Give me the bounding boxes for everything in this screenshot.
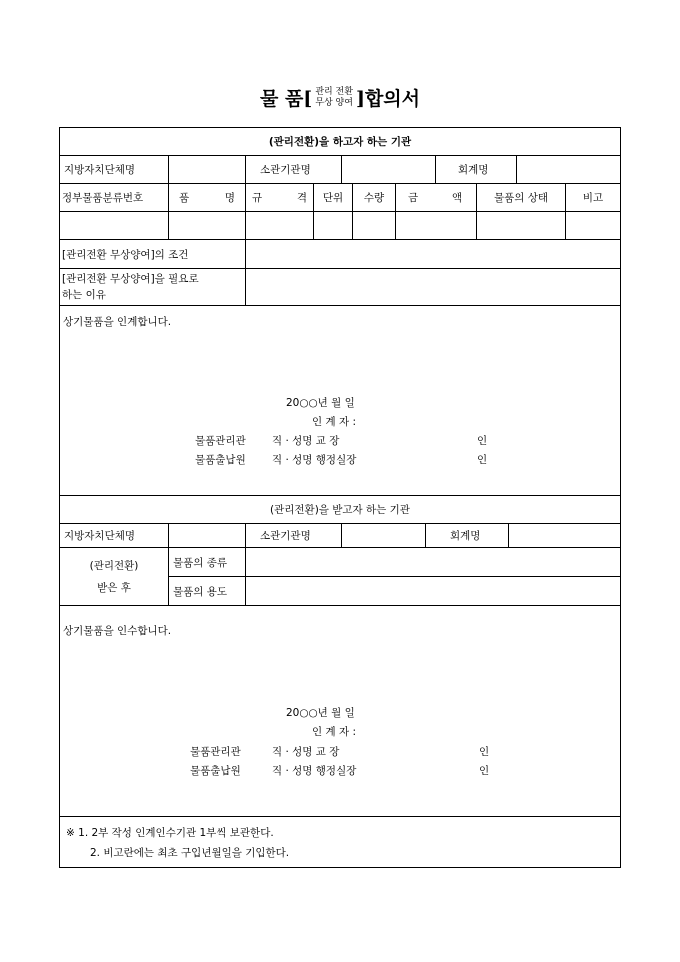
recv-account-value[interactable]	[509, 524, 620, 547]
item-header-row	[60, 184, 620, 212]
note-2: 2. 비고란에는 최초 구입년월일을 기입한다.	[90, 847, 290, 859]
agency-label: 소관기관명	[246, 156, 342, 183]
col-item-name-a: 품	[179, 192, 190, 204]
acceptance-date: 20○○년 월 일	[286, 707, 355, 719]
local-gov-label: 지방자치단체명	[60, 156, 169, 183]
item-spec-cell[interactable]	[246, 212, 314, 239]
recv-agency-value[interactable]	[342, 524, 426, 547]
reason-label-line2: 하는 이유	[62, 289, 106, 301]
after-receipt-block	[60, 548, 620, 606]
title-option-stack	[315, 87, 353, 109]
reason-value[interactable]	[246, 269, 620, 305]
acceptance-officer1-title: 물품관리관	[190, 746, 241, 758]
after-receipt-label	[60, 548, 169, 605]
handover-officer1-seal: 인	[477, 435, 488, 447]
use-label: 물품의 용도	[169, 577, 246, 606]
after-receipt-line1: (관리전환)	[89, 559, 139, 572]
title-prefix: 물 품[	[259, 88, 313, 110]
handover-officer2-seal: 인	[477, 454, 488, 466]
col-condition: 물품의 상태	[477, 184, 566, 211]
reason-label-line1: [관리전환 무상양여]을 필요로	[62, 273, 199, 285]
use-value[interactable]	[246, 577, 620, 606]
account-label: 회계명	[436, 156, 517, 183]
section1-heading-row	[60, 128, 620, 156]
title-option-grant: 무상 양여	[315, 97, 353, 108]
handover-officer2-title: 물품출납원	[195, 454, 246, 466]
handover-block	[60, 306, 620, 496]
col-spec-b: 격	[296, 192, 307, 204]
col-unit: 단위	[314, 184, 353, 211]
col-amount	[396, 184, 477, 211]
item-row	[60, 212, 620, 240]
section2-org-row	[60, 524, 620, 548]
item-class-number-cell[interactable]	[60, 212, 169, 239]
handover-officer1-position: 직 · 성명 교 장	[272, 435, 340, 447]
account-value[interactable]	[517, 156, 620, 183]
kind-row	[169, 548, 620, 577]
section2-heading: (관리전환)을 받고자 하는 기관	[270, 504, 410, 516]
acceptance-block	[60, 606, 620, 817]
handover-date: 20○○년 월 일	[286, 397, 355, 409]
item-remarks-cell[interactable]	[566, 212, 620, 239]
section1-heading: (관리전환)을 하고자 하는 기관	[268, 136, 412, 148]
recv-agency-label: 소관기관명	[246, 524, 342, 547]
item-unit-cell[interactable]	[314, 212, 353, 239]
recv-local-gov-value[interactable]	[169, 524, 246, 547]
section2-heading-row	[60, 496, 620, 524]
acceptance-signer: 인 계 자 :	[312, 726, 356, 738]
handover-statement: 상기물품을 인계합니다.	[63, 316, 172, 328]
kind-label: 물품의 종류	[169, 548, 246, 576]
col-class-number: 정부물품분류번호	[60, 184, 169, 211]
recv-account-label: 회계명	[426, 524, 509, 547]
condition-row	[60, 240, 620, 269]
item-quantity-cell[interactable]	[353, 212, 396, 239]
acceptance-officer2-title: 물품출납원	[190, 765, 241, 777]
col-quantity: 수량	[353, 184, 396, 211]
agreement-form	[59, 127, 621, 868]
acceptance-officer2-seal: 인	[479, 765, 490, 777]
col-item-name-b: 명	[224, 192, 235, 204]
condition-value[interactable]	[246, 240, 620, 268]
handover-officer2-position: 직 · 성명 행정실장	[272, 454, 357, 466]
after-receipt-line2: 받은 후	[97, 581, 131, 594]
acceptance-officer2-position: 직 · 성명 행정실장	[272, 765, 357, 777]
document-title	[0, 84, 680, 114]
col-spec-a: 규	[252, 192, 263, 204]
local-gov-value[interactable]	[169, 156, 246, 183]
item-name-cell[interactable]	[169, 212, 246, 239]
acceptance-officer1-seal: 인	[479, 746, 490, 758]
kind-value[interactable]	[246, 548, 620, 576]
acceptance-statement: 상기물품을 인수합니다.	[63, 625, 172, 637]
agency-value[interactable]	[342, 156, 436, 183]
handover-officer1-title: 물품관리관	[195, 435, 246, 447]
item-amount-cell[interactable]	[396, 212, 477, 239]
title-option-transfer: 관리 전환	[315, 86, 353, 97]
acceptance-officer1-position: 직 · 성명 교 장	[272, 746, 340, 758]
col-item-name	[169, 184, 246, 211]
col-spec	[246, 184, 314, 211]
note-1: ※ 1. 2부 작성 인계인수기관 1부씩 보관한다.	[66, 827, 274, 839]
item-condition-cell[interactable]	[477, 212, 566, 239]
col-amount-a: 금	[408, 192, 419, 204]
recv-local-gov-label: 지방자치단체명	[60, 524, 169, 547]
reason-label	[60, 269, 246, 305]
title-suffix: ]합의서	[355, 88, 421, 110]
condition-label: [관리전환 무상양여]의 조건	[60, 240, 246, 268]
reason-row	[60, 269, 620, 306]
col-remarks: 비고	[582, 192, 604, 204]
col-amount-b: 액	[451, 192, 462, 204]
use-row	[169, 577, 620, 606]
handover-signer: 인 계 자 :	[312, 416, 356, 428]
section1-org-row	[60, 156, 620, 184]
